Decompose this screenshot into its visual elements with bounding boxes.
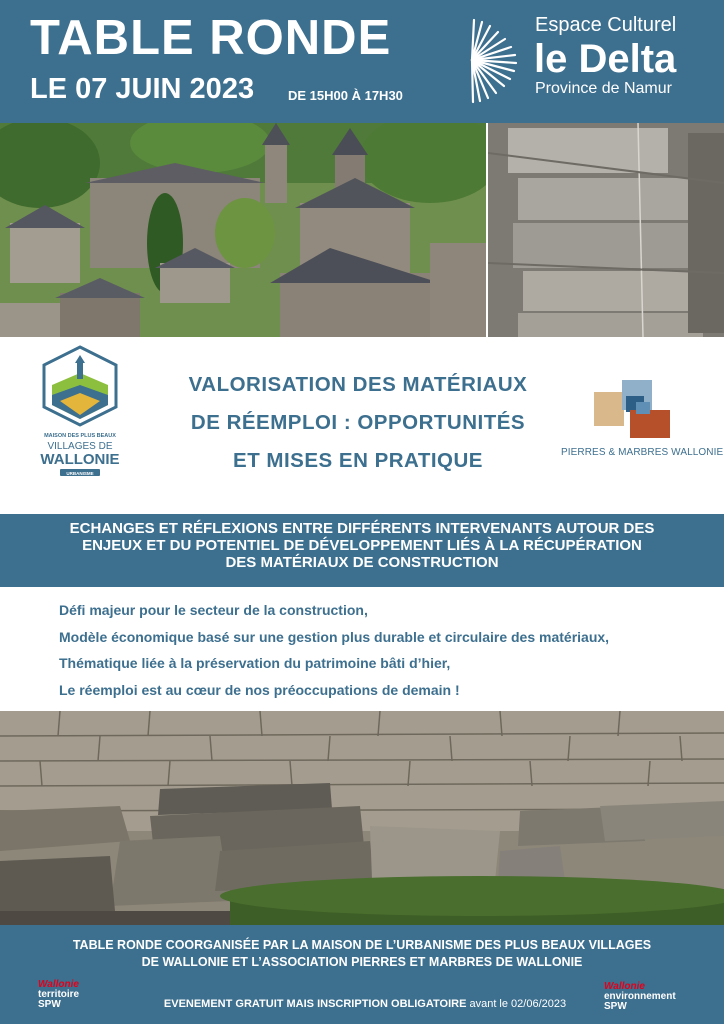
wallonie-sub-right: environnement [604,991,676,1002]
band-line1: ECHANGES ET RÉFLEXIONS ENTRE DIFFÉRENTS INTERVENANTS AUTOUR DES [69,520,655,537]
organizers-line1: TABLE RONDE COORGANISÉE PAR LA MAISON DE L’URBANISME DES PLUS BEAUX VILLAGES [72,938,652,952]
organizers-text [20,937,704,971]
main-title-line2: DE RÉEMPLOI : OPPORTUNITÉS [190,411,526,434]
stone-wall-photo [0,711,724,925]
pmw-label: PIERRES & MARBRES WALLONIE [561,447,724,458]
wallonie-brand-left: Wallonie [38,979,79,990]
event-hours: DE 15H00 À 17H30 [288,88,403,103]
village-photo [0,123,486,337]
main-title-line3: ET MISES EN PRATIQUE [233,449,483,472]
sunburst-icon [468,16,522,104]
registration-note [140,998,590,1010]
venue-label: Espace Culturel [535,14,677,36]
registration-note-bold: EVENEMENT GRATUIT MAIS INSCRIPTION OBLIGATOIRE [163,998,467,1010]
event-title: TABLE RONDE [30,11,392,65]
header-banner [0,0,724,123]
venue-name: le Delta [534,37,677,81]
list-item: Thématique liée à la préservation du patrimoine bâti d’hier, [59,655,451,671]
spw-left: SPW [38,999,61,1010]
key-points-list [59,597,609,703]
mpbv-line4: URBANISME [66,470,94,476]
village-shield-icon [40,345,120,480]
venue-province: Province de Namur [535,80,672,97]
theme-band [0,514,724,587]
spw-right: SPW [604,1001,627,1012]
event-date: LE 07 JUIN 2023 [30,73,255,105]
wallonie-sub-left: territoire [38,989,80,1000]
main-title-line1: VALORISATION DES MATÉRIAUX [188,373,528,396]
band-line2: ENJEUX ET DU POTENTIEL DE DÉVELOPPEMENT LIÉS À LA RÉCUPÉRATION [82,537,642,554]
list-item: Modèle économique basé sur une gestion plus durable et circulaire des matériaux, [59,628,610,645]
mpbv-line1: MAISON DES PLUS BEAUX [44,433,116,439]
list-item: Le réemploi est au cœur de nos préoccupations de demain ! [59,681,460,698]
organizers-line2: DE WALLONIE ET L’ASSOCIATION PIERRES ET MARBRES DE WALLONIE [141,955,583,969]
band-line3: DES MATÉRIAUX DE CONSTRUCTION [225,554,499,571]
stone-squares-icon [592,380,672,440]
mpbv-line3: WALLONIE [40,451,120,468]
photo-strip [0,123,724,337]
stone-stack-photo [488,123,724,337]
list-item: Défi majeur pour le secteur de la construction, [59,602,368,618]
wallonie-brand-right: Wallonie [604,981,645,992]
wallonie-environnement-logo [604,982,676,1012]
mpbv-line2: VILLAGES DE [47,441,113,452]
main-title [140,366,576,480]
registration-deadline: avant le 02/06/2023 [466,998,567,1010]
wallonie-territoire-logo [38,980,79,1010]
